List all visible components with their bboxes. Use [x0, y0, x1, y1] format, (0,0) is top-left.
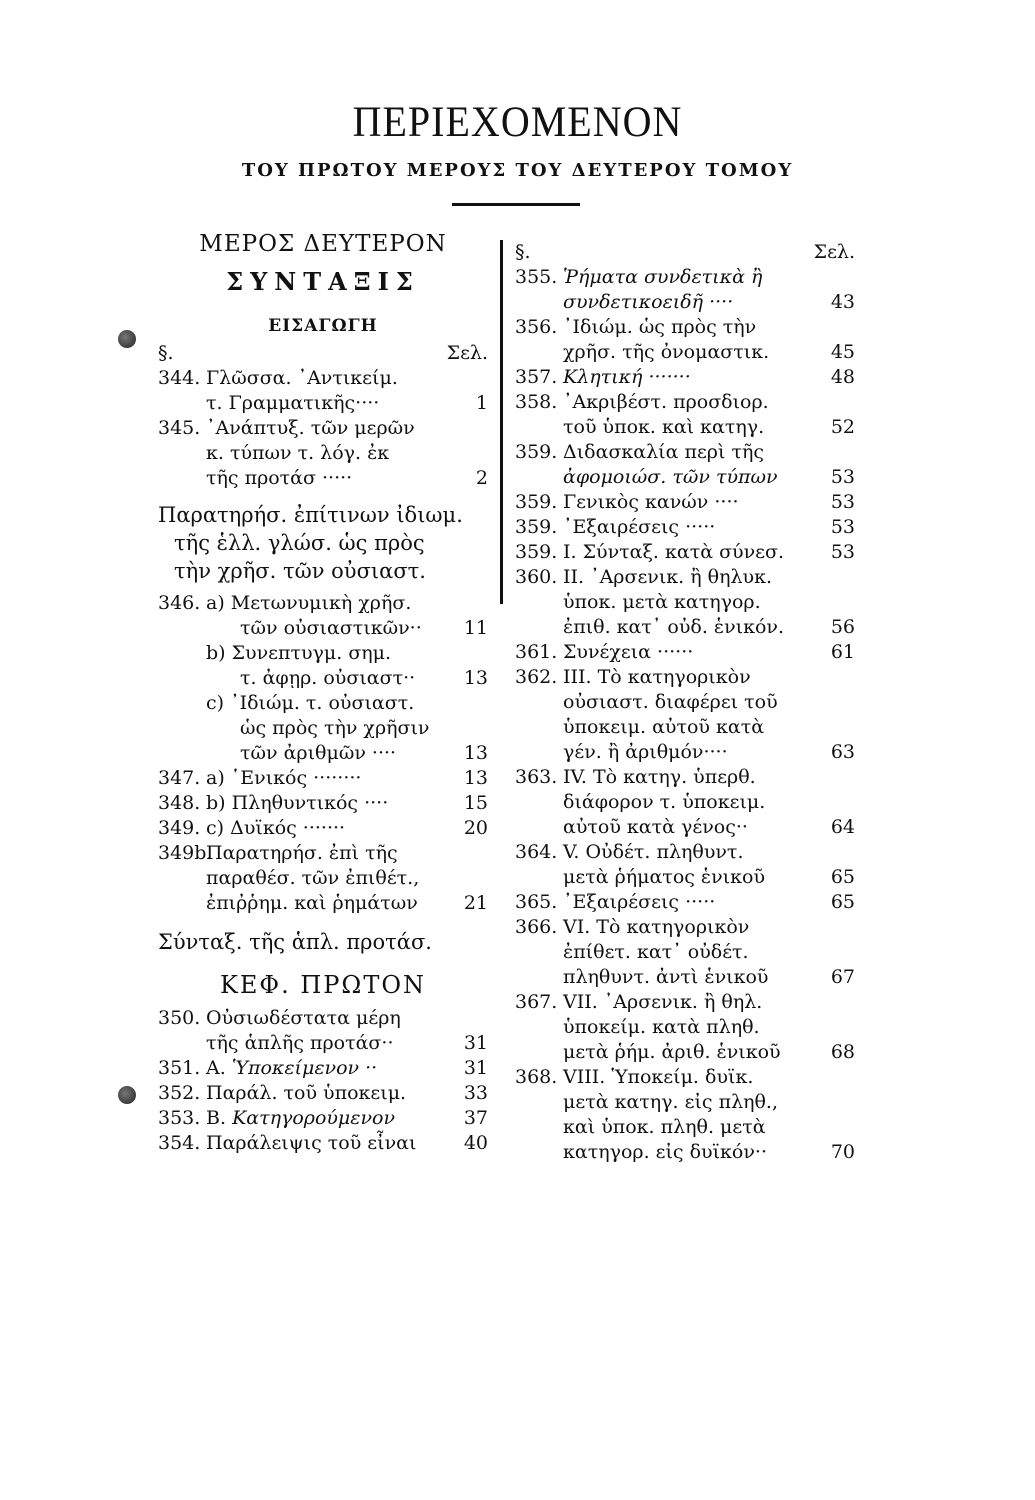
entry-number: 350. — [158, 1007, 201, 1029]
entry-text: IV. Τὸ κατηγ. ὑπερθ. — [563, 766, 756, 788]
entry-text: Κατηγορούμενον — [232, 1107, 396, 1129]
remark-line: τὴν χρῆσ. τῶν οὐσιαστ. — [174, 559, 426, 583]
toc-entry-344 — [158, 366, 488, 416]
toc-entry-360 — [515, 565, 855, 640]
entry-text: γέν. ἢ ἀριθμόν···· — [563, 741, 728, 763]
toc-entry-349b — [158, 841, 488, 916]
toc-entry-359-exceptions — [515, 515, 855, 540]
entry-page: 70 — [830, 1141, 855, 1163]
entry-text: Διδασκαλία περὶ τῆς — [563, 441, 765, 463]
entry-number: 366. — [515, 916, 558, 938]
ink-spot-icon — [118, 1086, 136, 1104]
column-header — [158, 341, 488, 366]
entry-number: 359. — [515, 541, 558, 563]
ink-spot-icon — [118, 330, 136, 348]
entry-number: 357. — [515, 366, 558, 388]
entry-page: 63 — [830, 741, 855, 763]
right-column — [515, 240, 855, 1165]
toc-entry-359 — [515, 440, 855, 490]
entry-number: 364. — [515, 841, 558, 863]
entry-page: 48 — [830, 366, 855, 388]
entry-page: 31 — [463, 1032, 488, 1054]
entry-text: ᾿Εξαιρέσεις ····· — [563, 516, 716, 538]
entry-text: ἀφομοιώσ. τῶν τύπων — [563, 466, 778, 488]
toc-entry-364 — [515, 840, 855, 890]
entry-page: 21 — [463, 892, 488, 914]
entry-page: 13 — [463, 742, 488, 764]
entry-text: a) ῾Ενικός ········ — [206, 767, 362, 789]
entry-number: 346. — [158, 592, 201, 614]
toc-entry-346 — [158, 591, 488, 766]
entry-text: ἐπίθετ. κατ᾿ οὐδέτ. — [563, 941, 749, 963]
entry-page: 11 — [463, 617, 488, 639]
entry-text: ᾿Εξαιρέσεις ····· — [563, 891, 716, 913]
entry-page: 65 — [830, 891, 855, 913]
entry-number: 359. — [515, 491, 558, 513]
entry-page: 65 — [830, 866, 855, 888]
toc-entry-355 — [515, 265, 855, 315]
entry-text: τ. ἀφῃρ. οὐσιαστ·· — [240, 667, 416, 689]
page-label: Σελ. — [813, 241, 855, 263]
entry-text: b) Συνεπτυγμ. σημ. — [206, 642, 392, 664]
entry-text: ἐπιθ. κατ᾿ οὐδ. ἑνικόν. — [563, 616, 785, 638]
entry-text: τῶν οὐσιαστικῶν·· — [240, 617, 422, 639]
entry-text: τῆς προτάσ ····· — [206, 467, 353, 489]
entry-text: III. Τὸ κατηγορικὸν — [563, 666, 751, 688]
toc-entry-353 — [158, 1106, 488, 1131]
page-subtitle: ΤΟΥ ΠΡΩΤΟΥ ΜΕΡΟΥΣ ΤΟΥ ΔΕΥΤΕΡΟΥ ΤΟΜΟΥ — [241, 160, 794, 181]
toc-entry-359-sense — [515, 540, 855, 565]
entry-text: μετὰ ῥήματος ἑνικοῦ — [563, 866, 765, 888]
subsection-title: Σύνταξ. τῆς ἁπλ. προτάσ. — [158, 930, 432, 954]
entry-text: χρῆσ. τῆς ὀνομαστικ. — [563, 341, 770, 363]
entry-page: 15 — [463, 792, 488, 814]
toc-entry-352 — [158, 1081, 488, 1106]
entry-text: Οὐσιωδέστατα μέρη — [206, 1007, 401, 1029]
entry-text: ὡς πρὸς τὴν χρῆσιν — [240, 717, 430, 739]
entry-number: 365. — [515, 891, 558, 913]
entry-text: V. Οὐδέτ. πληθυντ. — [563, 841, 744, 863]
left-column — [158, 228, 488, 1156]
entry-number: 352. — [158, 1082, 201, 1104]
entry-text: ᾿Ακριβέστ. προσδιορ. — [563, 391, 769, 413]
toc-entry-357 — [515, 365, 855, 390]
entry-text: ὑποκείμ. κατὰ πληθ. — [563, 1016, 760, 1038]
entry-text: II. ᾿Αρσενικ. ἢ θηλυκ. — [563, 566, 772, 588]
entry-text: Παράλ. τοῦ ὑποκειμ. — [206, 1082, 407, 1104]
remark-line: τῆς ἑλλ. γλώσ. ὡς πρὸς — [174, 531, 425, 555]
toc-entry-348 — [158, 791, 488, 816]
entry-number: 358. — [515, 391, 558, 413]
toc-entry-347 — [158, 766, 488, 791]
remark-line: Παρατηρήσ. ἐπίτινων ἰδιωμ. — [158, 503, 463, 527]
entry-page: 1 — [475, 392, 488, 414]
entry-text: κ. τύπων τ. λόγ. ἐκ — [206, 442, 390, 464]
entry-page: 31 — [463, 1057, 488, 1079]
entry-number: 353. — [158, 1107, 201, 1129]
entry-text: VI. Τὸ κατηγορικὸν — [563, 916, 750, 938]
entry-number: 349. — [158, 817, 201, 839]
entry-text: ὑποκειμ. αὐτοῦ κατὰ — [563, 716, 765, 738]
entry-page: 53 — [830, 541, 855, 563]
toc-entry-350 — [158, 1006, 488, 1056]
entry-text: οὐσιαστ. διαφέρει τοῦ — [563, 691, 778, 713]
entry-page: 64 — [830, 816, 855, 838]
entry-page: 45 — [830, 341, 855, 363]
entry-text: Ὑποκείμενον ·· — [231, 1057, 378, 1079]
remark-heading — [158, 501, 488, 585]
entry-text: Συνέχεια ······ — [563, 641, 694, 663]
toc-entry-349 — [158, 816, 488, 841]
entry-page: 53 — [830, 516, 855, 538]
entry-text: τῶν ἀριθμῶν ···· — [240, 742, 397, 764]
entry-text: Ῥήματα συνδετικὰ ἢ — [563, 266, 763, 288]
column-header — [515, 240, 855, 265]
entry-text: παραθέσ. τῶν ἐπιθέτ., — [206, 867, 420, 889]
entry-page: 20 — [463, 817, 488, 839]
entry-text: κατηγορ. εἰς δυϊκόν·· — [563, 1141, 767, 1163]
entry-text: αὐτοῦ κατὰ γένος·· — [563, 816, 748, 838]
entry-page: 13 — [463, 767, 488, 789]
entry-text: VII. ᾿Αρσενικ. ἢ θηλ. — [563, 991, 763, 1013]
entry-page: 67 — [830, 966, 855, 988]
entry-text: μετὰ ῥήμ. ἀριθ. ἑνικοῦ — [563, 1041, 781, 1063]
entry-text: a) Μετωνυμικὴ χρῆσ. — [206, 592, 412, 614]
toc-entry-345 — [158, 416, 488, 491]
toc-entry-356 — [515, 315, 855, 365]
entry-number: 359. — [515, 441, 558, 463]
entry-page: 2 — [475, 467, 488, 489]
entry-page: 56 — [830, 616, 855, 638]
entry-text: τοῦ ὑποκ. καὶ κατηγ. — [563, 416, 765, 438]
entry-letter: A. — [206, 1057, 226, 1079]
toc-entry-367 — [515, 990, 855, 1065]
entry-text: ὑποκ. μετὰ κατηγορ. — [563, 591, 761, 613]
entry-number: 361. — [515, 641, 558, 663]
entry-text: ἐπιῤῥημ. καὶ ῥημάτων — [206, 892, 418, 914]
part-title: ΜΕΡΟΣ ΔΕΥΤΕΡΟΝ — [199, 231, 447, 257]
entry-text: Κλητική ······· — [563, 366, 691, 388]
entry-text: b) Πληθυντικός ···· — [206, 792, 389, 814]
entry-page: 53 — [830, 466, 855, 488]
entry-text: VIII. Ὑποκείμ. δυϊκ. — [563, 1066, 754, 1088]
entry-number: 351. — [158, 1057, 201, 1079]
toc-entry-351 — [158, 1056, 488, 1081]
entry-text: τ. Γραμματικῆς···· — [206, 392, 380, 414]
entry-page: 33 — [463, 1082, 488, 1104]
entry-text: μετὰ κατηγ. εἰς πληθ., — [563, 1091, 779, 1113]
entry-page: 53 — [830, 491, 855, 513]
entry-number: 356. — [515, 316, 558, 338]
entry-page: 43 — [830, 291, 855, 313]
page-title: ΠΕΡΙΕΧΟΜΕΝΟΝ — [352, 97, 683, 146]
entry-text: τῆς ἁπλῆς προτάσ·· — [206, 1032, 394, 1054]
toc-entry-362 — [515, 665, 855, 765]
entry-number: 367. — [515, 991, 558, 1013]
toc-entry-368 — [515, 1065, 855, 1165]
entry-number: 368. — [515, 1066, 558, 1088]
section-sign: §. — [515, 241, 531, 263]
entry-number: 348. — [158, 792, 201, 814]
entry-page: 68 — [830, 1041, 855, 1063]
toc-entry-366 — [515, 915, 855, 990]
entry-text: ᾿Ανάπτυξ. τῶν μερῶν — [206, 417, 415, 439]
entry-number: 360. — [515, 566, 558, 588]
entry-number: 362. — [515, 666, 558, 688]
section-title-syntax: ΣΥΝΤΑΞΙΣ — [226, 267, 420, 296]
entry-text: διάφορον τ. ὑποκειμ. — [563, 791, 766, 813]
toc-entry-361 — [515, 640, 855, 665]
entry-number: 359. — [515, 516, 558, 538]
toc-entry-354 — [158, 1131, 488, 1156]
entry-page: 40 — [463, 1132, 488, 1154]
entry-text: ᾿Ιδιώμ. ὡς πρὸς τὴν — [563, 316, 757, 338]
entry-number: 345. — [158, 417, 201, 439]
entry-text: c) Δυϊκός ······· — [206, 817, 346, 839]
entry-number: 349b. — [158, 842, 213, 864]
entry-page: 13 — [463, 667, 488, 689]
entry-text: Παρατηρήσ. ἐπὶ τῆς — [206, 842, 398, 864]
entry-number: 354. — [158, 1132, 201, 1154]
entry-text: Παράλειψις τοῦ εἶναι — [206, 1132, 417, 1154]
toc-entry-359-rule — [515, 490, 855, 515]
entry-letter: B. — [206, 1107, 227, 1129]
entry-page: 52 — [830, 416, 855, 438]
entry-number: 363. — [515, 766, 558, 788]
entry-text: συνδετικοειδῆ ···· — [563, 291, 734, 313]
title-divider — [452, 203, 580, 206]
entry-number: 344. — [158, 367, 201, 389]
entry-text: καὶ ὑποκ. πληθ. μετὰ — [563, 1116, 766, 1138]
entry-number: 347. — [158, 767, 201, 789]
entry-page: 37 — [463, 1107, 488, 1129]
section-sign: §. — [158, 342, 174, 364]
entry-text: c) ᾿Ιδιώμ. τ. οὐσιαστ. — [206, 692, 415, 714]
page-label: Σελ. — [446, 342, 488, 364]
entry-text: I. Σύνταξ. κατὰ σύνεσ. — [563, 541, 785, 563]
entry-number: 355. — [515, 266, 558, 288]
section-title-intro: ΕΙΣΑΓΩΓΗ — [268, 316, 378, 336]
column-divider — [500, 240, 503, 604]
toc-entry-358 — [515, 390, 855, 440]
entry-text: Γενικὸς κανών ···· — [563, 491, 739, 513]
entry-page: 61 — [830, 641, 855, 663]
entry-text: πληθυντ. ἀντὶ ἑνικοῦ — [563, 966, 769, 988]
chapter-title: ΚΕΦ. ΠΡΩΤΟΝ — [219, 971, 427, 999]
entry-text: Γλῶσσα. ᾿Αντικείμ. — [206, 367, 398, 389]
toc-entry-363 — [515, 765, 855, 840]
toc-entry-365 — [515, 890, 855, 915]
